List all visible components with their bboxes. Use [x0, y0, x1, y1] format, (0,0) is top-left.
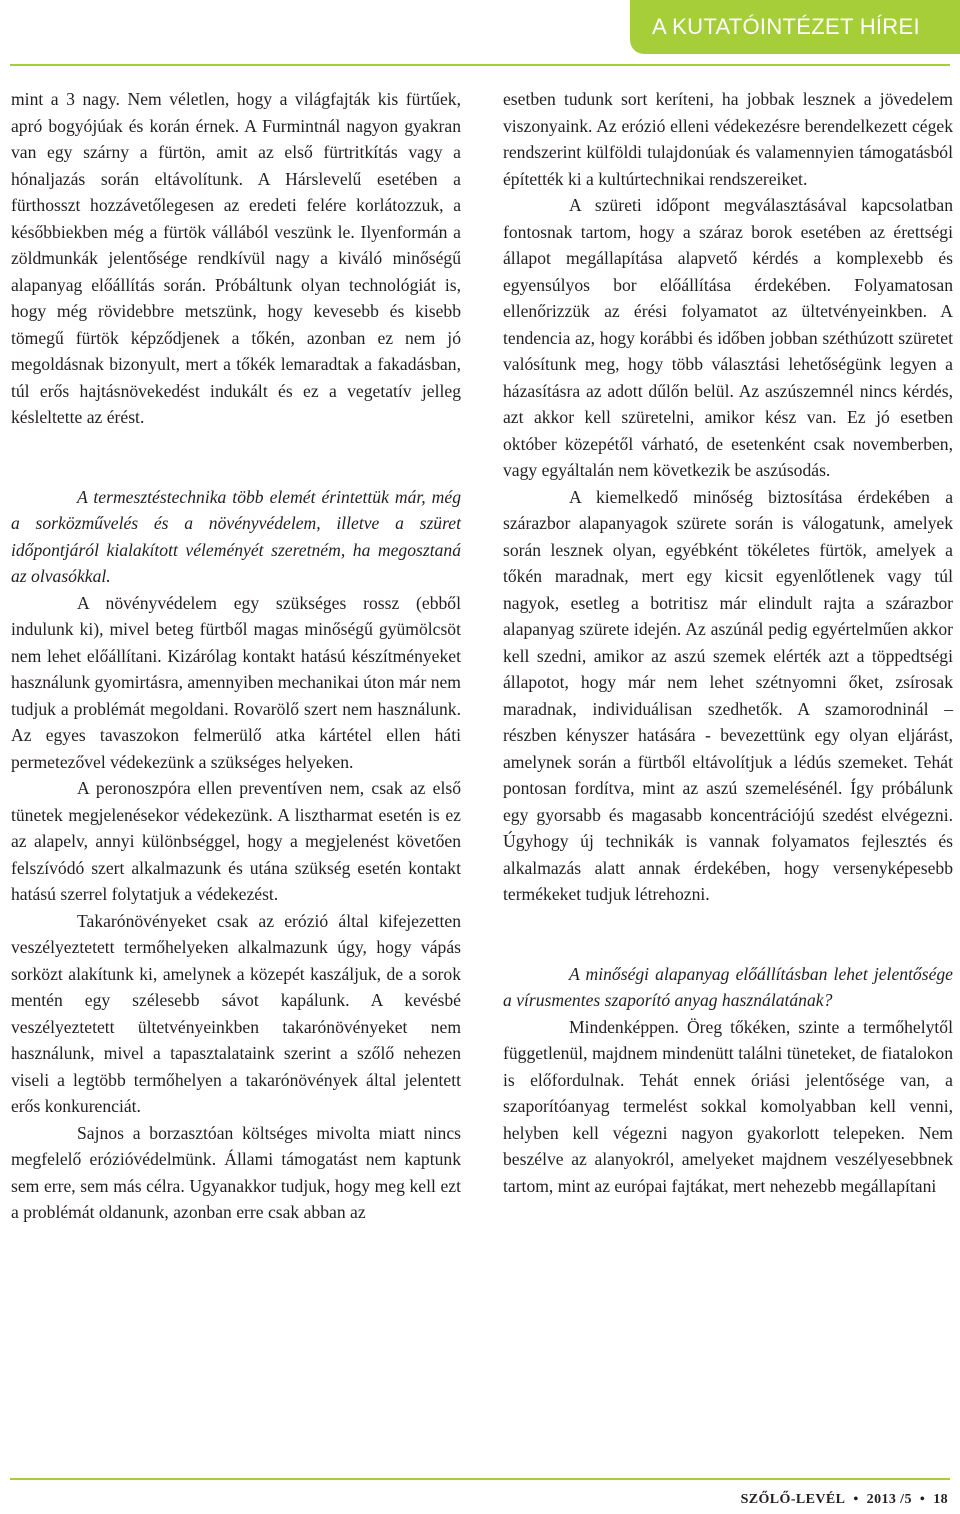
footer-divider — [10, 1478, 950, 1480]
interview-question-2: A minőségi alapanyag előállításban lehet jelentősége a vírusmentes szaporító anyag használatának? — [503, 963, 953, 1010]
left-paragraph-4: Takarónövényeket csak az erózió által kifejezetten veszélyeztetett termőhelyeken alkalmazunk úgy, hogy vápás sorközt alakítunk ki, amelynek a közepét kaszáljuk, de a sorok mentén egy szélesebb sávot kapálunk. A kevésbé veszélyeztetett ültetvényeinkben takarónövényeket nem használunk, mivel a tapasztalataink szerint a szőlő nehezen viseli a legtöbb termőhelyen a takarónövények által jelentett erős konkurenciát. — [11, 910, 461, 1116]
left-paragraph-2: A növényvédelem egy szükséges rossz (ebből indulunk ki), mivel beteg fürtből magas minőségű gyümölcsöt nem lehet előállítani. Kizárólag kontakt hatású készítményeket használunk gyomirtásra, amennyiben mechanikai úton már nem tudjuk a problémát megoldani. Rovarölő szert nem használunk. Az egyes tavaszokon felmerülő atka kártétel ellen háti permetezővel védekezünk a szükséges helyeken. — [11, 592, 461, 772]
section-title-tab — [630, 0, 960, 54]
right-paragraph-3: A kiemelkedő minőség biztosítása érdekében a szárazbor alapanyagok szürete során is válogatunk, amelyek során lesznek olyan, egyébként tökéletes fürtök, amelyek a tőkén maradnak, mert egy kicsit egyenlőtlenek vagy túl nagyok, esetleg a botritisz már elindult rajta a szárazbor alapanyag szürete idején. Az aszúnál pedig egyértelműen akkor kell szedni, amikor az aszú szemek elérték azt a töppedtségi állapotot, hogy már nem lehet szétnyomni őket, zsírosak maradnak, individuálisan szedhetők. A szamorodninál – részben kényszer hatására - bevezettünk egy olyan eljárást, amelynek során a fürtből eltávolítjuk a lédús szemeket. Tehát pontosan fordítva, mint az aszú szemelésénél. Így próbálunk egy gyorsabb és magasabb koncentrációjú szedést elvégezni. Úgyhogy új technikák is vannak folyamatos fejlesztés és alkalmazás alatt annak érdekében, hogy versenyképesebb termékeket tudjuk létrehozni. — [503, 486, 953, 904]
left-column — [11, 86, 461, 1226]
header-divider — [10, 64, 950, 66]
left-paragraph-5: Sajnos a borzasztóan költséges mivolta miatt nincs megfelelő erózióvédelmünk. Állami támogatást nem kaptunk sem erre, sem más célra. Ugyanakkor tudjuk, hogy meg kell ezt a problémát oldanunk, azonban erre csak abban az — [11, 1122, 461, 1222]
left-paragraph-3: A peronoszpóra ellen preventíven nem, csak az első tünetek megjelenésekor védekezünk. A lisztharmat esetén is ez az alapelv, annyi különbséggel, hogy a megjelenést követően felszívódó szert alkalmazunk és utána szükség esetén kontakt hatású szerrel folytatjuk a védekezést. — [11, 778, 461, 904]
right-paragraph-1: esetben tudunk sort keríteni, ha jobbak lesznek a jövedelem viszonyaink. Az erózió elleni védekezésre berendelkezett cégek rendszerint külföldi tulajdonúak és valamennyien támogatásból építették ki a kultúrtechnikai rendszereiket. — [503, 89, 953, 189]
bullet-separator: • — [919, 1492, 926, 1507]
right-paragraph-4: Mindenképpen. Öreg tőkéken, szinte a termőhelytől függetlenül, majdnem mindenütt találni tüneteket, de fiatalokon is előfordulnak. Tehát ennek óriási jelentősége van, a szaporítóanyag termelést sokkal komolyabban kell venni, helyben kell végezni nagyon gyakorlott telepeken. Nem beszélve az alanyokról, amelyeket majdnem veszélyesebbnek tartom, mint az európai fajtákat, mert nehezebb megállapítani — [503, 1016, 953, 1196]
interview-question-1: A termesztéstechnika több elemét érintettük már, még a sorközművelés és a növényvédelem, illetve a szüret időpontjáról kialakított véleményét szeretném, ha megosztaná az olvasókkal. — [11, 486, 461, 586]
page-number: 18 — [933, 1492, 948, 1507]
section-title: A KUTATÓINTÉZET HÍREI — [652, 14, 920, 39]
spacer — [503, 908, 953, 961]
issue-number: 2013 /5 — [866, 1492, 912, 1507]
right-paragraph-2: A szüreti időpont megválasztásával kapcsolatban fontosnak tartom, hogy a száraz borok esetében az érettségi állapot megállapítása alapvető kérdés a komplexebb és egyensúlyos bor előállítása érdekében. Folyamatosan ellenőrizzük az érési folyamatot az ültetvényeinkben. A tendencia az, hogy korábbi és időben jobban széthúzott szüretet valósítunk meg, hogy több választási lehetőségünk legyen a házasításra az adott dűlőn belül. Az aszúszemnél nincs kérdés, azt akkor kell szüretelni, amikor kész van. Ez jó esetben október közepétől várható, de esetenként csak novemberben, vagy egyáltalán nem következik be aszúsodás. — [503, 195, 953, 480]
publication-name: SZŐLŐ-LEVÉL — [740, 1492, 846, 1507]
left-paragraph-1: mint a 3 nagy. Nem véletlen, hogy a világfajták kis fürtűek, apró bogyójúak és korán érnek. A Furmintnál nagyon gyakran van egy szárny a fürtön, amit az első fürtritkítás vagy a hónaljazás során eltávolítunk. A Hárslevelű esetében a fürthosszt hozzávetőlegesen az eredeti felére korlátozzuk, a későbbiekben még a fürtök vállából veszünk le. Ilyenformán a zöldmunkák jelentősége rendkívül nagy a kiváló minőségű alapanyag előállítás során. Próbáltunk olyan technológiát is, hogy még rövidebbre metszünk, hogy kevesebb és kisebb tömegű fürtök képződjenek a tőkén, azonban ez nem jó megoldásnak bizonyult, mert a tőkék lemaradtak a fakadásban, túl erős hajtásnövekedést indukált és ez a vegetatív jelleg késleltette az érést. — [11, 89, 461, 427]
spacer — [11, 431, 461, 484]
bullet-separator: • — [853, 1492, 859, 1507]
page-footer — [741, 1492, 948, 1508]
right-column — [503, 86, 953, 1199]
